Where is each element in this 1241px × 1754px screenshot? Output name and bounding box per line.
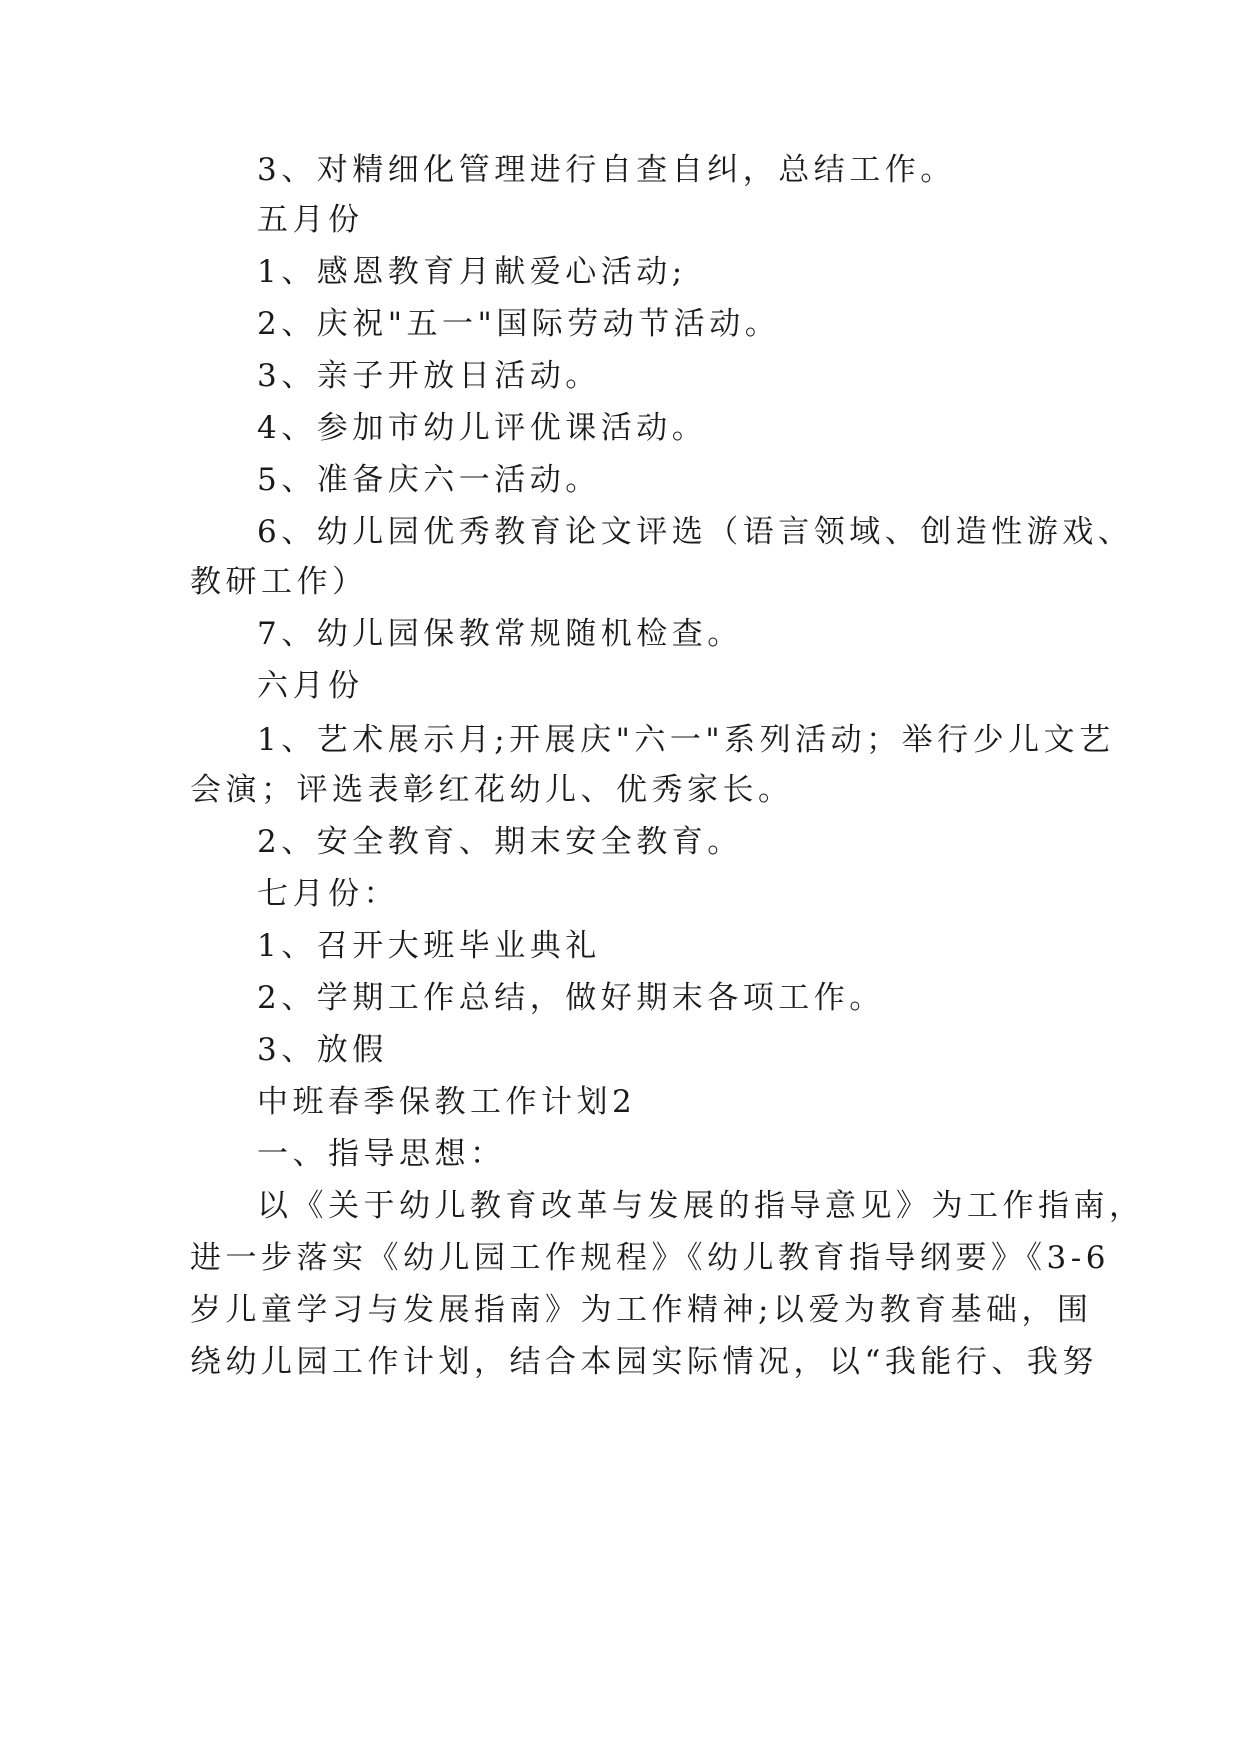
list-item: 3、放假 xyxy=(257,1032,388,1068)
list-item: 2、安全教育、期末安全教育。 xyxy=(257,824,743,860)
list-item-continuation: 教研工作） xyxy=(190,564,368,600)
text-line: 3、对精细化管理进行自查自纠，总结工作。 xyxy=(257,152,956,188)
list-item: 4、参加市幼儿评优课活动。 xyxy=(257,410,708,446)
list-item: 2、学期工作总结，做好期末各项工作。 xyxy=(257,980,885,1016)
section-heading: 七月份： xyxy=(257,876,399,912)
list-item: 3、亲子开放日活动。 xyxy=(257,358,601,394)
list-item: 7、幼儿园保教常规随机检查。 xyxy=(257,616,743,652)
section-heading: 六月份 xyxy=(257,668,364,704)
paragraph-line: 以《关于幼儿教育改革与发展的指导意见》为工作指南， xyxy=(257,1188,1145,1224)
paragraph-line: 绕幼儿园工作计划，结合本园实际情况，以“我能行、我努 xyxy=(190,1344,1098,1380)
list-item: 2、庆祝"五一"国际劳动节活动。 xyxy=(257,306,781,342)
paragraph-line: 进一步落实《幼儿园工作规程》《幼儿教育指导纲要》《3-6 xyxy=(190,1240,1110,1276)
section-heading: 五月份 xyxy=(257,202,364,238)
list-item-continuation: 会演；评选表彰红花幼儿、优秀家长。 xyxy=(190,772,794,808)
list-item: 1、感恩教育月献爱心活动; xyxy=(257,254,687,290)
paragraph-line: 岁儿童学习与发展指南》为工作精神;以爱为教育基础，围 xyxy=(190,1292,1093,1328)
list-item: 1、艺术展示月;开展庆"六一"系列活动；举行少儿文艺 xyxy=(257,722,1115,758)
document-subtitle: 中班春季保教工作计划2 xyxy=(257,1084,637,1120)
list-item: 1、召开大班毕业典礼 xyxy=(257,928,601,964)
section-heading: 一、指导思想： xyxy=(257,1136,506,1172)
list-item: 6、幼儿园优秀教育论文评选（语言领域、创造性游戏、 xyxy=(257,514,1134,550)
list-item: 5、准备庆六一活动。 xyxy=(257,462,601,498)
